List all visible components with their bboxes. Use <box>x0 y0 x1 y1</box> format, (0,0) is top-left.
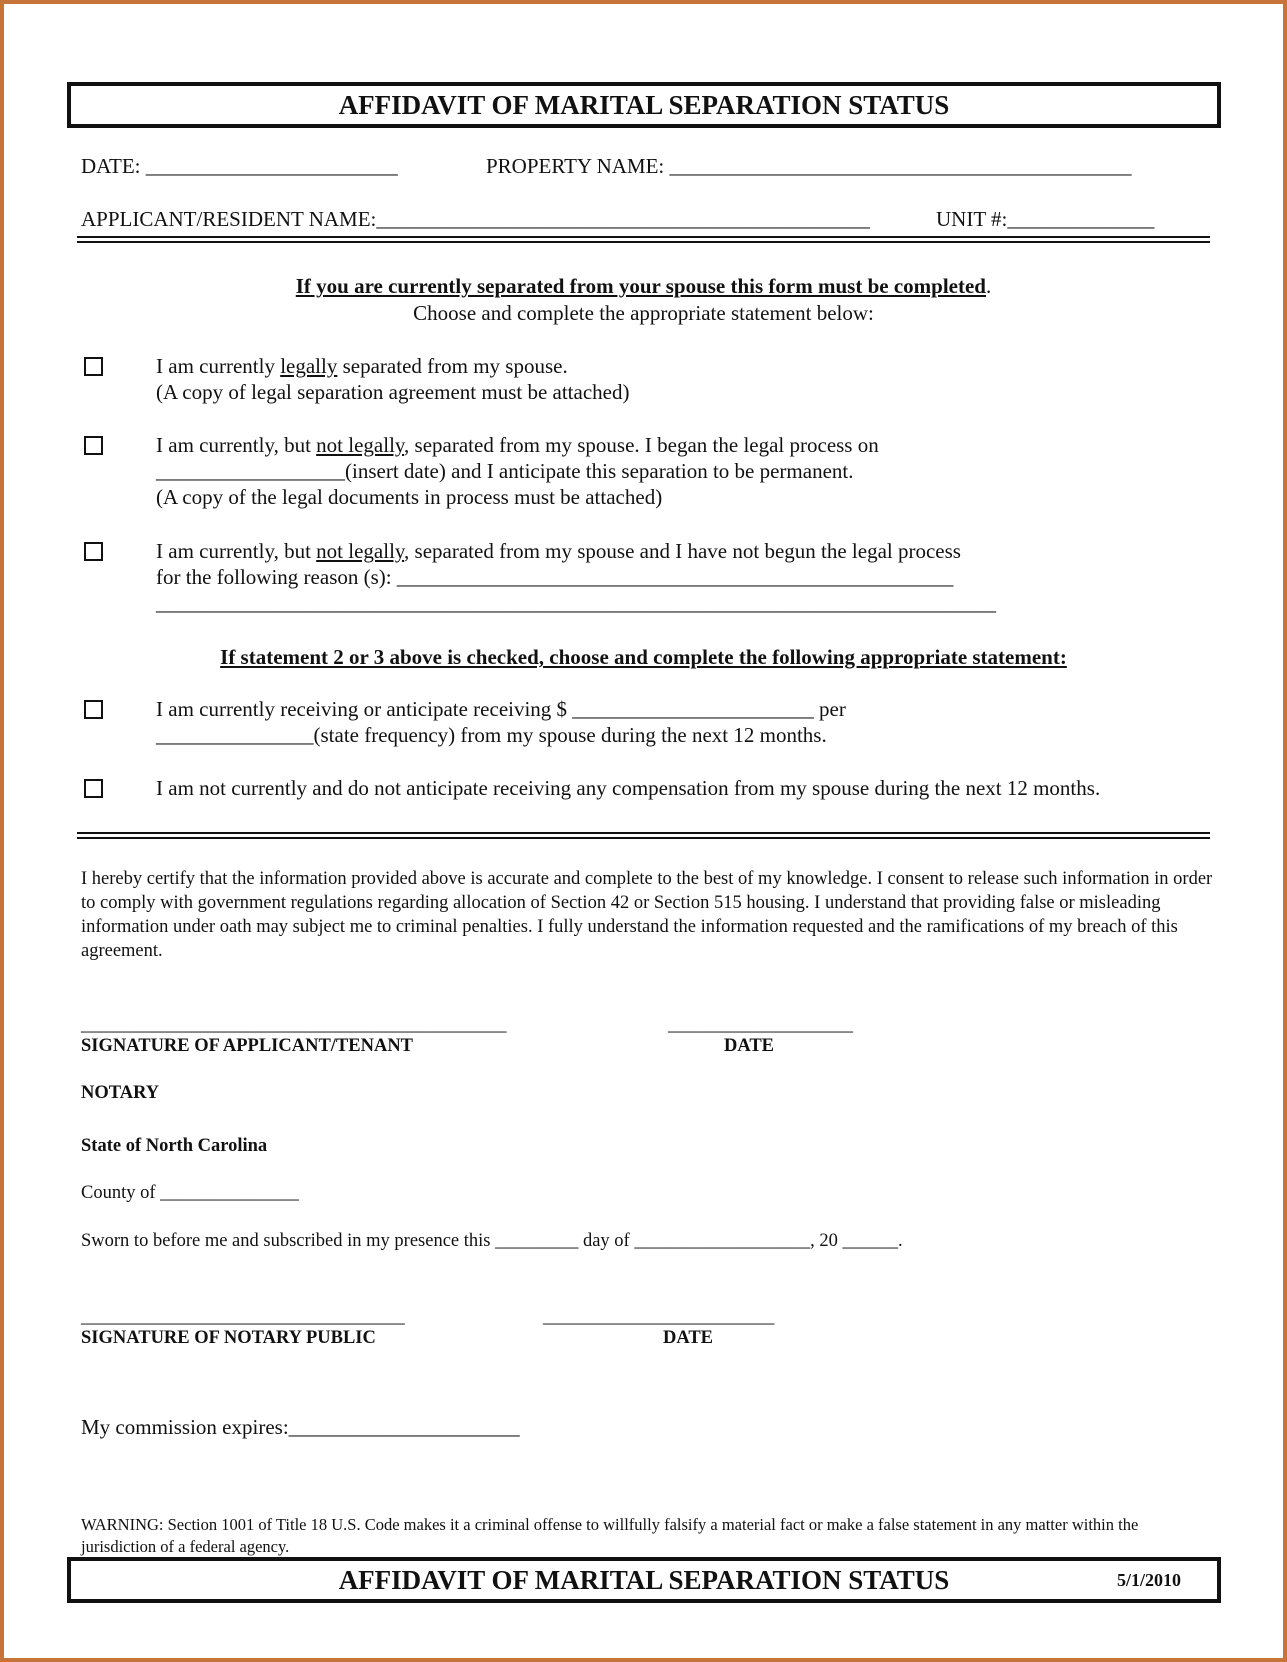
statement-2-line-2[interactable]: __________________(insert date) and I anticipate this separation to be permanent. <box>156 459 854 483</box>
commission-expires-field[interactable]: My commission expires:______________________ <box>81 1415 520 1439</box>
statement-1-underlined: legally <box>280 354 338 378</box>
notary-signature-line[interactable]: ___________________________________ <box>81 1307 405 1327</box>
property-name-field[interactable]: PROPERTY NAME: ____________________________________________ <box>486 154 1132 178</box>
notary-county[interactable]: County of _______________ <box>81 1183 299 1203</box>
notary-state: State of North Carolina <box>81 1136 268 1156</box>
statement-2-text-a: I am currently, but <box>156 433 317 457</box>
divider-middle <box>77 832 1210 839</box>
statement-3-text-b: , separated from my spouse and I have not begun the legal process <box>404 539 961 563</box>
notary-date-line[interactable]: _________________________ <box>543 1307 775 1327</box>
divider-top <box>77 236 1210 243</box>
applicant-signature-label: SIGNATURE OF APPLICANT/TENANT <box>81 1036 414 1056</box>
statement-2-checkbox[interactable] <box>84 436 103 455</box>
warning-text: WARNING: Section 1001 of Title 18 U.S. Code makes it a criminal offense to willfully falsify a material fact or make a false statement in any matter within the jurisdiction of a federal agency. <box>81 1515 1139 1556</box>
statement-1-line-1 <box>156 354 568 379</box>
instruction-heading <box>0 274 1287 299</box>
instruction-subheading: Choose and complete the appropriate statement below: <box>413 301 874 325</box>
notary-heading: NOTARY <box>81 1083 160 1103</box>
unit-field[interactable]: UNIT #:______________ <box>936 207 1155 231</box>
statement-2-underlined: not legally <box>316 433 405 457</box>
instruction-heading-text: If you are currently separated from your spouse this form must be completed <box>295 274 986 298</box>
footer-title: AFFIDAVIT OF MARITAL SEPARATION STATUS <box>338 1565 950 1595</box>
statement-2-line-1 <box>156 433 879 458</box>
statement-3-line-3[interactable]: ________________________________________________________________________________ <box>156 591 996 615</box>
compensation-1-line-1[interactable]: I am currently receiving or anticipate receiving $ _______________________ per <box>156 697 846 721</box>
statement-3-line-1 <box>156 539 961 564</box>
applicant-date-line[interactable]: ____________________ <box>668 1015 853 1035</box>
statement-3-line-2[interactable]: for the following reason (s): _____________________________________________________ <box>156 565 954 589</box>
statement-2-text-b: , separated from my spouse. I began the legal process on <box>404 433 879 457</box>
notary-sworn-statement[interactable]: Sworn to before me and subscribed in my presence this _________ day of ___________________, 20 ______. <box>81 1231 903 1251</box>
statement-1-checkbox[interactable] <box>84 357 103 376</box>
compensation-2-line-1: I am not currently and do not anticipate receiving any compensation from my spouse during the next 12 months. <box>156 776 1101 800</box>
compensation-1-line-2[interactable]: _______________(state frequency) from my spouse during the next 12 months. <box>156 723 827 747</box>
applicant-date-label: DATE <box>724 1036 775 1056</box>
statement-3-underlined: not legally <box>316 539 405 563</box>
notary-date-label: DATE <box>663 1328 714 1348</box>
statement-1-text-b: separated from my spouse. <box>337 354 568 378</box>
title-box <box>67 82 1221 128</box>
statement-3-checkbox[interactable] <box>84 542 103 561</box>
page-title: AFFIDAVIT OF MARITAL SEPARATION STATUS <box>338 90 950 120</box>
compensation-2-checkbox[interactable] <box>84 779 103 798</box>
notary-signature-label: SIGNATURE OF NOTARY PUBLIC <box>81 1328 376 1348</box>
applicant-signature-line[interactable]: ______________________________________________ <box>81 1015 507 1035</box>
compensation-1-checkbox[interactable] <box>84 700 103 719</box>
date-field[interactable]: DATE: ________________________ <box>81 154 398 178</box>
certification-text: I hereby certify that the information provided above is accurate and complete to the best of my knowledge. I consent to release such information in order to comply with government regulations regarding allocation of Section 42 or Section 515 housing. I understand that providing false or misleading information under oath may subject me to criminal penalties. I fully understand the information requested and the ramifications of my breach of this agreement. <box>81 869 1213 961</box>
statement-3-text-a: I am currently, but <box>156 539 317 563</box>
applicant-name-field[interactable]: APPLICANT/RESIDENT NAME:_______________________________________________ <box>81 207 870 231</box>
footer-box <box>67 1557 1221 1603</box>
statement-1-text-a: I am currently <box>156 354 281 378</box>
statement-1-line-2: (A copy of legal separation agreement must be attached) <box>156 380 630 404</box>
footer-date: 5/1/2010 <box>1116 1570 1181 1590</box>
statement-2-line-3: (A copy of the legal documents in process must be attached) <box>156 485 663 509</box>
instruction-heading-period: . <box>985 274 992 298</box>
conditional-heading: If statement 2 or 3 above is checked, choose and complete the following appropriate statement: <box>220 645 1067 669</box>
